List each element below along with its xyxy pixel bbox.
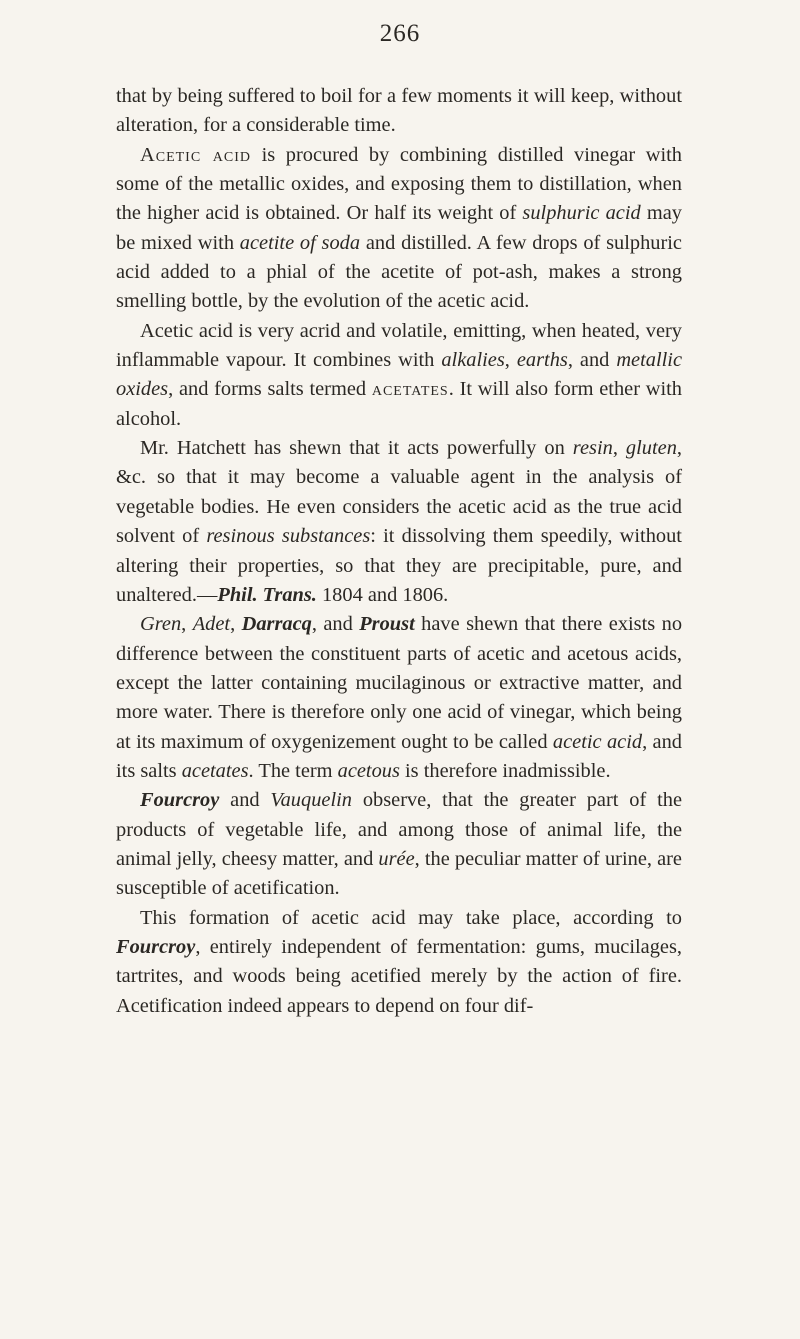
text-run: Mr. Hatchett has shewn that it acts powerfully on	[140, 437, 573, 460]
small-caps-text: Acetic acid	[140, 143, 251, 166]
page-number: 266	[379, 20, 421, 47]
bold-italic-text: Darracq	[241, 613, 312, 636]
italic-text: Adet	[192, 613, 231, 636]
paragraph	[116, 141, 682, 317]
text-run: 1804 and 1806.	[316, 583, 449, 606]
paragraph	[116, 82, 682, 141]
italic-text: Gren	[140, 613, 182, 636]
paragraph	[116, 610, 682, 786]
text-run: ,	[181, 613, 193, 636]
paragraph	[116, 434, 682, 610]
bold-italic-text: Fourcroy	[116, 935, 196, 958]
text-run: : it dissolving them speedily, without altering their properties, so that they are precipitable, pure, and unaltered.—	[116, 525, 682, 606]
text-run: is therefore inadmissible.	[399, 759, 611, 782]
text-run: have shewn that there exists no difference between the constituent parts of acetic and acetous acids, except the latter containing mucilaginous or extractive matter, and more water. There is therefore only one acid of vinegar, which being at its maximum of oxygenizement ought to be called	[116, 613, 683, 753]
text-run: , the peculiar matter of urine, are susceptible of acetification.	[116, 847, 682, 900]
text-run: ,	[612, 437, 626, 460]
bold-italic-text: Fourcroy	[140, 789, 220, 812]
italic-text: urée	[378, 847, 415, 870]
text-run: and	[219, 789, 271, 812]
italic-text: earths	[516, 349, 568, 372]
italic-text: resinous substances	[206, 525, 371, 548]
italic-text: alkalies	[441, 349, 505, 372]
text-run: that by being suffered to boil for a few moments it will keep, without alteration, for a considerable time.	[116, 85, 682, 137]
bold-italic-text: Proust	[359, 613, 415, 636]
italic-text: resin	[572, 437, 613, 460]
paragraph	[116, 786, 682, 903]
italic-text: Vauquelin	[270, 789, 352, 812]
italic-text: sulphuric acid	[522, 202, 641, 225]
text-run: This formation of acetic acid may take place, according to	[140, 906, 682, 929]
text-run: Acetic acid is very acrid and volatile, emitting, when heated, very inflammable vapour. It combines with	[116, 319, 682, 372]
paragraph	[116, 317, 682, 434]
text-run: , &c. so that it may become a valuable agent in the analysis of vegetable bodies. He even considers the acetic acid as the true acid solvent of	[116, 437, 682, 548]
text-run: . The term	[248, 759, 338, 782]
text-run: , and forms salts termed	[168, 378, 372, 401]
text-run: may be mixed with	[116, 202, 682, 254]
paragraph	[116, 904, 682, 1021]
text-run: . It will also form ether with alcohol.	[116, 378, 682, 430]
text-run: , and	[311, 613, 360, 636]
italic-text: acetic acid	[552, 730, 643, 753]
italic-text: metallic oxides	[116, 349, 683, 401]
italic-text: acetates	[181, 759, 249, 782]
text-run: , and	[567, 349, 617, 372]
text-run: ,	[230, 613, 242, 636]
body-text	[116, 82, 682, 1021]
text-run: and distilled. A few drops of sulphuric acid added to a phial of the acetite of pot-ash, makes a strong smelling bottle, by the evolution of the acetic acid.	[116, 231, 682, 313]
bold-italic-text: Phil. Trans.	[217, 583, 317, 606]
italic-text: acetous	[337, 759, 400, 782]
text-run: , entirely independent of fermentation: gums, mucilages, tartrites, and woods being acetified merely by the action of fire. Acetification indeed appears to depend on four dif-	[116, 935, 682, 1017]
text-run: observe, that the greater part of the products of vegetable life, and among those of animal life, the animal jelly, cheesy matter, and	[116, 789, 682, 870]
italic-text: gluten	[625, 437, 677, 460]
text-run: , and its salts	[116, 730, 682, 782]
small-caps-text: acetates	[371, 378, 449, 401]
text-run: is procured by combining distilled vinegar with some of the metallic oxides, and exposing them to distillation, when the higher acid is obtained. Or half its weight of	[116, 143, 682, 225]
text-run: ,	[504, 349, 517, 372]
italic-text: acetite of soda	[239, 231, 361, 254]
